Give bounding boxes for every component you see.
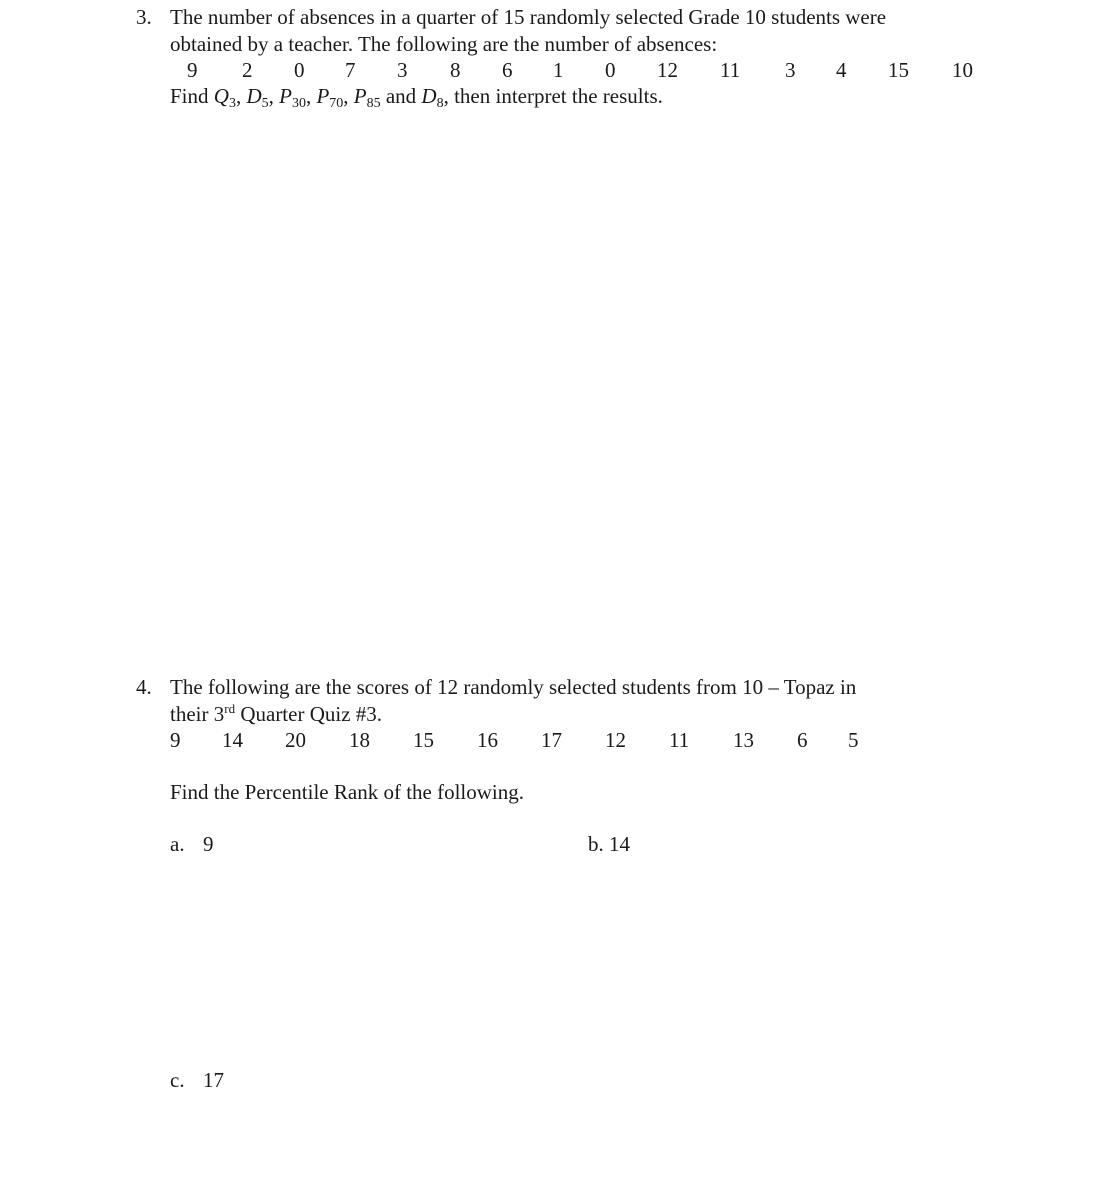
q4-data-value: 20 (285, 728, 306, 752)
q4-data-value: 16 (477, 728, 498, 752)
question-4-line-2 (170, 701, 382, 727)
question-4-instruction: Find the Percentile Rank of the following. (170, 780, 525, 804)
item-a (170, 832, 214, 857)
question-3-number: 3. (136, 5, 152, 29)
q4-data-value: 15 (413, 728, 434, 752)
item-c-value: 17 (203, 1068, 224, 1092)
line-2-suffix: Quarter Quiz #3. (235, 702, 383, 726)
q4-data-value: 11 (669, 728, 690, 752)
p70-symbol: P (316, 84, 330, 108)
question-4-line-1: The following are the scores of 12 randomly selected students from 10 – Topaz in (170, 675, 857, 699)
d5-symbol: D (246, 84, 262, 108)
and-word: and (380, 84, 422, 108)
q3-data-value: 4 (836, 58, 847, 82)
q3-data-value: 9 (187, 58, 198, 82)
item-a-value: 9 (203, 832, 214, 856)
q4-data-value: 5 (848, 728, 859, 752)
question-3-line-2: obtained by a teacher. The following are the number of absences: (170, 32, 718, 56)
find-suffix: , then interpret the results. (443, 84, 663, 108)
p30-subscript: 30 (291, 96, 306, 111)
question-4-number: 4. (136, 675, 152, 699)
p85-subscript: 85 (366, 96, 381, 111)
d8-subscript: 8 (436, 96, 444, 111)
question-4-data-row (0, 728, 1119, 758)
q4-data-value: 9 (170, 728, 181, 752)
q3-data-value: 10 (952, 58, 973, 82)
q3-symbol: Q (213, 84, 229, 108)
separator: , (305, 84, 317, 108)
q3-data-value: 2 (242, 58, 253, 82)
q3-data-value: 1 (553, 58, 564, 82)
q3-data-value: 11 (720, 58, 741, 82)
q3-subscript: 3 (228, 96, 236, 111)
q3-data-value: 0 (605, 58, 616, 82)
p30-symbol: P (279, 84, 292, 108)
d5-subscript: 5 (261, 96, 269, 111)
separator: , (268, 84, 280, 108)
q3-data-value: 3 (785, 58, 796, 82)
item-b-label: b. (588, 832, 604, 856)
p85-symbol: P (353, 84, 367, 108)
item-b (588, 832, 630, 857)
q4-data-value: 14 (222, 728, 243, 752)
p70-subscript: 70 (329, 96, 344, 111)
separator: , (235, 84, 247, 108)
ordinal-superscript: rd (224, 701, 236, 716)
q3-data-value: 3 (397, 58, 408, 82)
q3-data-value: 12 (657, 58, 678, 82)
q4-data-value: 6 (797, 728, 808, 752)
line-2-prefix: their 3 (170, 702, 225, 726)
q3-data-value: 7 (345, 58, 356, 82)
q3-data-value: 8 (450, 58, 461, 82)
question-3-find-line (170, 84, 663, 112)
item-c-label: c. (170, 1068, 185, 1092)
q3-data-value: 6 (502, 58, 513, 82)
q3-data-value: 15 (888, 58, 909, 82)
q4-data-value: 13 (733, 728, 754, 752)
item-a-label: a. (170, 832, 185, 856)
q4-data-value: 18 (349, 728, 370, 752)
find-prefix: Find (170, 84, 214, 108)
q4-data-value: 17 (541, 728, 562, 752)
question-3-line-1: The number of absences in a quarter of 15 randomly selected Grade 10 students were (170, 5, 887, 29)
separator: , (343, 84, 354, 108)
item-b-value: 14 (609, 832, 630, 856)
d8-symbol: D (421, 84, 437, 108)
q4-data-value: 12 (605, 728, 626, 752)
q3-data-value: 0 (294, 58, 305, 82)
item-c (170, 1068, 224, 1093)
